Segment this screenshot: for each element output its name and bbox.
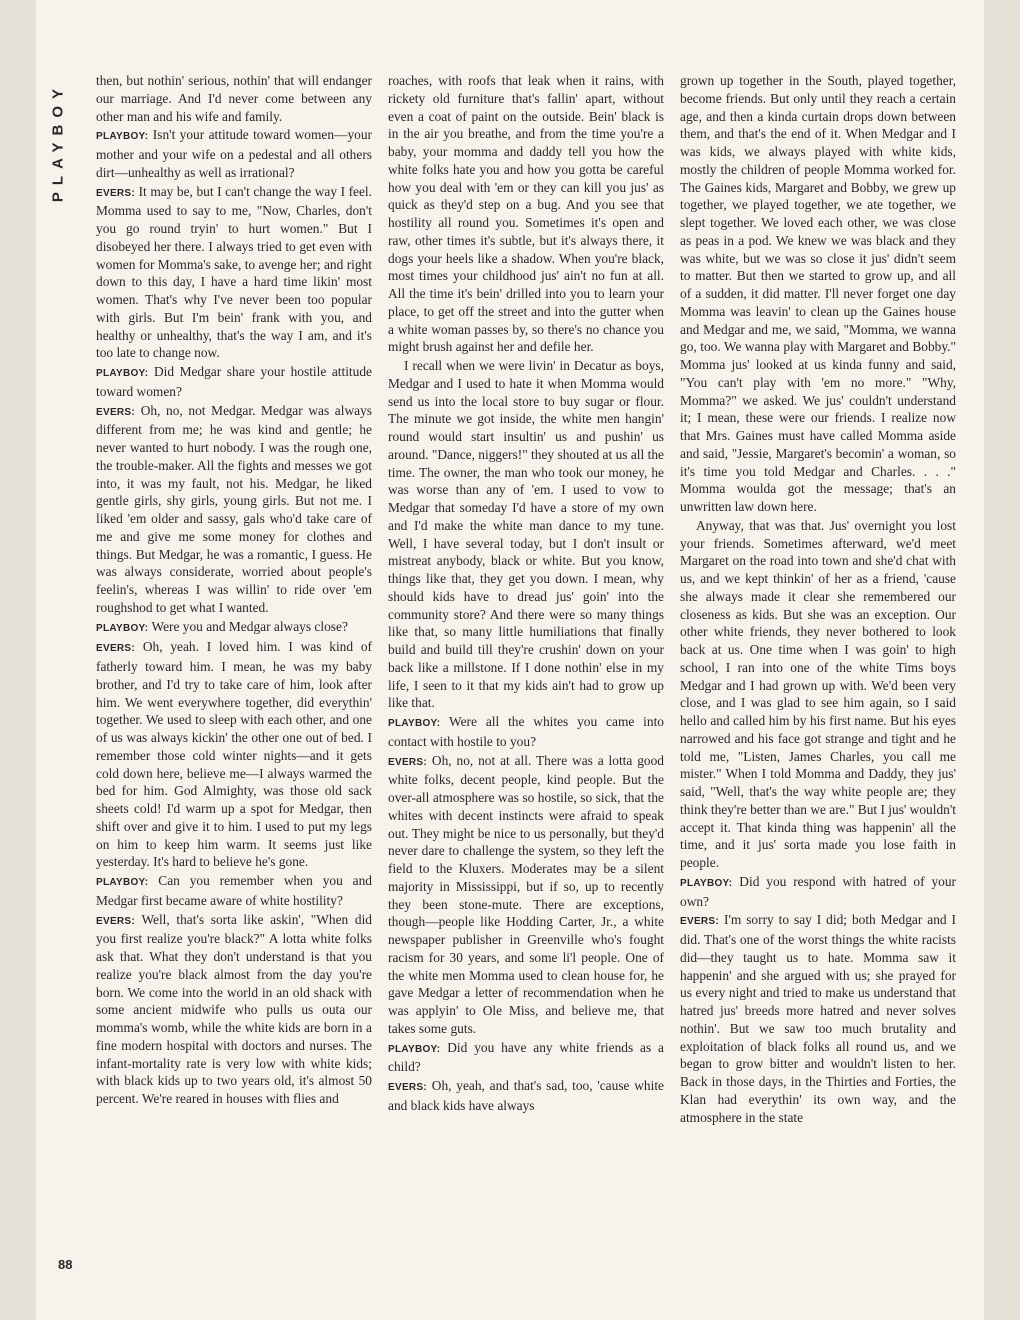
speaker-label: EVERS: xyxy=(388,756,428,768)
interview-paragraph xyxy=(96,872,372,910)
speaker-label: EVERS: xyxy=(96,406,136,418)
body-paragraph xyxy=(388,357,664,712)
paragraph-text: I'm sorry to say I did; both Medgar and I did. That's one of the worst things the white racists did—they taught us to hate. Momma saw it happenin' and she argued with us; she prayed for us every night and tried to make us understand that hatred jus' breeds more hatred and never solves nothin'. But we saw too much brutality and exploitation of black folks all round us, and we began to grow bitter and wouldn't listen to her. Back in those days, in the Thirties and Forties, the Klan had everythin' its own way, and the atmosphere in the state xyxy=(680,912,956,1125)
paragraph-text: Were you and Medgar always close? xyxy=(151,618,348,634)
paragraph-text: I recall when we were livin' in Decatur as boys, Medgar and I used to hate it when Momma would send us into the local store to buy sugar or flour. The minute we got inside, the white men hangin' round would start insultin' us and pushin' us around. "Dance, niggers!" they shouted at us all the time. The owner, the man who took our money, he was worse than any of 'em. I used to vow to Medgar that someday I'd have a store of my own and I'd make the white man dance to my tune. Well, I have several today, but I don't insult or mistreat anybody, black or white. But you know, things like that, they get you down. I mean, why should kids have to dread jus' goin' into the community store? And there were so many things like that, so many little humiliations that finally build and build till they're crushin' down on your back like a millstone. If I done nothin' else in my life, I seen to it that my kids ain't had to grow up like that. xyxy=(388,358,664,711)
masthead xyxy=(36,64,98,224)
speaker-label: EVERS: xyxy=(388,1082,428,1093)
speaker-label: EVERS: xyxy=(96,915,136,927)
text-column-3 xyxy=(680,72,956,1272)
speaker-label: PLAYBOY: xyxy=(96,622,149,634)
paragraph-text: roaches, with roofs that leak when it rains, with rickety old furniture that's fallin' apart, without even a coat of paint on the outside. Bein' black is in the air you breathe, and from the time you're a baby, your momma and daddy tell you how the white folks hate you and how you gotta be careful how you deal with 'em or they can kill you jus' as quick as they'd step on a bug. And you see that hostility all round you. Sometimes it's open and raw, other times it's subtle, but it's always there, it dogs your heels like a shadow. When you're black, most times your childhood jus' ain't no fun at all. All the time it's bein' drilled into you to learn your place, to get off the street and into the gutter when a white woman passes by, so there's no chance you might brush against her and defile her. xyxy=(388,73,664,355)
paragraph-text: Did you have any white friends as a child? xyxy=(388,1039,664,1075)
interview-paragraph xyxy=(96,402,372,617)
interview-paragraph xyxy=(96,126,372,181)
paragraph-text: Well, that's sorta like askin', "When did you first realize you're black?" A lotta white folks ask that. What they don't understand is that you realize you're black almost from the day you're born. We come into the world in an old shack with some ancient midwife who pulls us outa our momma's womb, while the white kids are born in a fine modern hospital with doctors and nurses. The infant-mortality rate is very low with white kids; with black kids up to two years old, it's almost 50 percent. We're reared in houses with flies and xyxy=(96,911,372,1106)
interview-paragraph xyxy=(96,618,372,638)
speaker-label: PLAYBOY: xyxy=(96,368,149,379)
interview-paragraph xyxy=(388,1039,664,1077)
interview-paragraph xyxy=(388,752,664,1038)
speaker-label: PLAYBOY: xyxy=(96,131,149,143)
body-paragraph xyxy=(388,72,664,356)
paragraph-text: Isn't your attitude toward women—your mother and your wife on a pedestal and all others dirt—unhealthy as well as irrational? xyxy=(96,127,372,180)
speaker-label: PLAYBOY: xyxy=(96,877,149,888)
paragraph-text: then, but nothin' serious, nothin' that will endanger our marriage. And I'd never come between any other man and his wife and family. xyxy=(96,73,372,124)
paragraph-text: Anyway, that was that. Jus' overnight you lost your friends. Sometimes afterward, we'd meet Margaret on the road into town and she'd chat with us, and we kept thinkin' of her as a friend, 'cause she always made it clear she remembered our closeness as kids. But she was an exception. Our other white friends, they never bothered to look back at us. One time when I was goin' to high school, I ran into one of the white Tims boys Medgar and I had grown up with. We'd been very close, and I was glad to see him again, so I said hello and called him by his first name. But his eyes narrowed and his face got strange and tight and he told me, "Listen, James Charles, you call me mister." When I told Momma and Daddy, they jus' said, "Well, that's the way white people are; they think they're better than we are." But I jus' wouldn't accept it. That kinda thing was happenin' all the time, and it jus' sorta made you lose faith in people. xyxy=(680,517,956,870)
page-number: 88 xyxy=(58,1257,73,1272)
paragraph-text: Did you respond with hatred of your own? xyxy=(680,873,956,909)
speaker-label: PLAYBOY: xyxy=(680,877,733,889)
paragraph-text: It may be, but I can't change the way I feel. Momma used to say to me, "Now, Charles, don't you go round tryin' to hurt women." But I disobeyed her there. I always tried to get even with women for Momma's sake, to avenge her; and right down to this day, I have a hard time likin' most women. That's why I've never been too popular with girls. But I'm bein' frank with you, and healthy or unhealthy, that's the way I am, and it's too late to change now. xyxy=(96,183,372,361)
interview-paragraph xyxy=(96,183,372,363)
interview-paragraph xyxy=(680,911,956,1126)
interview-paragraph xyxy=(388,713,664,751)
interview-paragraph xyxy=(680,873,956,911)
text-column-2 xyxy=(388,72,664,1272)
interview-paragraph xyxy=(388,1077,664,1115)
paragraph-text: Oh, no, not at all. There was a lotta good white folks, decent people, kind people. But the over-all atmosphere was so hostile, so sick, that the whites with decent instincts were afraid to speak out. They might be nice to us personally, but they'd never dare to challenge the system, so they left the field to the Kluxers. Moderates may be a silent majority in Mississippi, but if so, up to recently they been stone-mute. There are exceptions, though—people like Hodding Carter, Jr., a white newspaper publisher in Greenville who's fought racism for 30 years, and some li'l people. One of the white men Momma used to clean house for, he gave Medgar a letter of recommendation when he was applyin' to Ole Miss, and believe me, that takes some guts. xyxy=(388,752,664,1036)
speaker-label: EVERS: xyxy=(680,916,720,928)
interview-paragraph xyxy=(96,363,372,401)
paragraph-text: Were all the whites you came into contact with hostile to you? xyxy=(388,714,664,749)
speaker-label: PLAYBOY: xyxy=(388,718,441,729)
interview-paragraph xyxy=(96,911,372,1108)
paragraph-text: Oh, no, not Medgar. Medgar was always different from me; he was kind and gentle; he never wanted to hurt nobody. I was the rough one, the trouble-maker. All the fights and messes we got into, it was my fault, not his. Medgar, he liked gentle girls, shy girls, young girls. But not me. I liked 'em older and sassy, gals who'd take care of me and give me some money for clothes and things. But Medgar, he was a romantic, I guess. He was always considerate, worried about people's feelin's, whereas I was willin' to ride over 'em roughshod to get what I wanted. xyxy=(96,402,372,615)
interview-paragraph xyxy=(96,638,372,871)
paragraph-text: grown up together in the South, played together, become friends. But only until they reach a certain age, and then a kinda curtain drops down between them, and that's the end of it. When Medgar and I was kids, we always played with white kids, mostly the children of people Momma worked for. The Gaines kids, Margaret and Bobby, we grew up together, we played together, we ate together, we slept together. We loved each other, we was close as peas in a pod. We knew we was black and they was white, but we was so close it jus' didn't seem to matter. But then we started to grow up, and all of a sudden, it did matter. I'll never forget one day Momma was leavin' to clean up the Gaines house and Medgar and me, we said, "Momma, we wanna go, too. We wanna play with Margaret and Bobby." Momma jus' looked at us kinda funny and said, "You can't play with 'em no more." "Why, Momma?" we asked. We jus' couldn't understand it; I mean, these were our friends. I realize now that Mrs. Gaines must have called Momma aside and said, "Jessie, Margaret's becomin' a woman, so it's time you told Medgar and Charles. . . ." Momma woulda got the message; that's an unwritten law down here. xyxy=(680,73,956,514)
body-paragraph xyxy=(96,72,372,125)
paragraph-text: Oh, yeah. I loved him. I was kind of fatherly toward him. I mean, he was my baby brother, and I'd try to take care of him, look after him. We went everywhere together, did everythin' together. We used to sleep with each other, and one of us was always kickin' the other one out of bed. I remember those cold winter nights—and it gets cold down here, believe me—I always warmed the bed for him. God Almighty, was those old sack sheets cold! I'd warm up a spot for Medgar, then shift over and give it to him. I used to put my legs on him to keep him warm. It seems just like yesterday. It's hard to believe he's gone. xyxy=(96,639,372,870)
paragraph-text: Did Medgar share your hostile attitude toward women? xyxy=(96,364,372,399)
body-paragraph xyxy=(680,517,956,872)
magazine-page xyxy=(36,0,984,1320)
paragraph-text: Oh, yeah, and that's sad, too, 'cause white and black kids have always xyxy=(388,1078,664,1113)
paragraph-text: Can you remember when you and Medgar first became aware of white hostility? xyxy=(96,873,372,908)
speaker-label: EVERS: xyxy=(96,643,136,655)
speaker-label: PLAYBOY: xyxy=(388,1043,441,1055)
body-paragraph xyxy=(680,72,956,516)
speaker-label: EVERS: xyxy=(96,187,136,199)
masthead-title: PLAYBOY xyxy=(49,81,67,203)
text-column-1 xyxy=(96,72,372,1272)
